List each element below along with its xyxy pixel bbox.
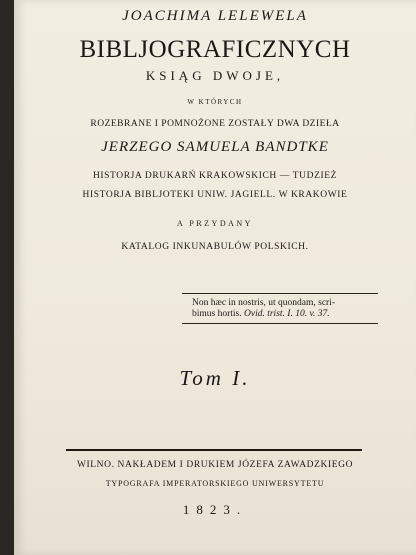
imprint-rule (66, 449, 362, 451)
main-title: BIBLJOGRAFICZNYCH (79, 36, 351, 63)
motto-line-2-text: bimus hortis. (192, 309, 242, 319)
przydany-text: A PRZYDANY (177, 219, 253, 228)
author-name: JOACHIMA LELEWELA (122, 8, 308, 24)
imprint-line-2: TYPOGRAFA IMPERATORSKIEGO UNIWERSYTETU (105, 479, 325, 488)
imprint-line-1: WILNO. NAKŁADEM I DRUKIEM JÓZEFA ZAWADZKIEGO (76, 460, 354, 470)
subtitle: KSIĄG DWOJE, (145, 68, 285, 83)
motto-top-rule (182, 293, 378, 294)
title-page (14, 0, 416, 555)
motto-line-2 (192, 309, 330, 319)
rozebrane-text: ROZEBRANE I POMNOŻONE ZOSTAŁY DWA DZIEŁA (90, 119, 340, 129)
motto-source: Ovid. trist. I. 10. v. 37. (244, 309, 330, 319)
motto-line-1: Non hæc in nostris, ut quondam, scri- (192, 298, 336, 308)
w-ktorych-text: W KTÓRYCH (187, 98, 243, 106)
katalog-text: KATALOG INKUNABULÓW POLSKICH. (121, 242, 309, 252)
historja-line-2: HISTORJA BIBLJOTEKI UNIW. JAGIELL. W KRAKOWIE (82, 190, 348, 200)
publication-year: 1823. (182, 502, 248, 517)
motto-bottom-rule (182, 323, 378, 324)
historja-line-1: HISTORJA DRUKARŃ KRAKOWSKICH — TUDZIEŻ (92, 171, 338, 181)
bandtke-name: JERZEGO SAMUELA BANDTKE (101, 139, 329, 155)
volume-label: Tom I. (179, 366, 251, 390)
